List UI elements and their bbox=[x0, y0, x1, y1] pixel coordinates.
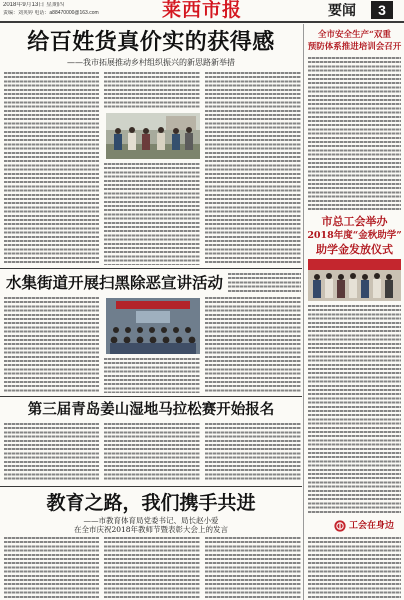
main-article-body-col-3 bbox=[205, 72, 301, 265]
education-subheadline-line-1: ——市教育体育局党委书记、局长赵小爱 bbox=[83, 516, 219, 525]
union-article-body bbox=[308, 305, 401, 515]
shuiji-body-intro bbox=[228, 273, 301, 293]
safety-article-title-line-2: 预防体系推进培训会召开 bbox=[307, 42, 402, 52]
education-body-col-1 bbox=[4, 537, 99, 598]
shuiji-lecture-photo bbox=[106, 298, 200, 354]
main-article-photo bbox=[106, 113, 200, 159]
marathon-body-col-3 bbox=[205, 423, 301, 482]
main-subheadline: ——我市拓展推动乡村组织振兴的新思路新举措 bbox=[67, 58, 235, 67]
page-number-badge: 3 bbox=[371, 1, 393, 19]
union-logo-text: 工会在身边 bbox=[349, 521, 395, 531]
section-rule-1 bbox=[0, 268, 302, 269]
marathon-body-col-2 bbox=[104, 423, 200, 482]
main-article-body-col-2-bottom bbox=[104, 163, 200, 265]
issue-date: 2018年9月13日 星期四 bbox=[3, 2, 65, 8]
main-headline: 给百姓货真价实的获得感 bbox=[27, 29, 275, 55]
union-emblem-icon bbox=[334, 520, 346, 532]
education-body-col-3 bbox=[205, 537, 301, 598]
marathon-body-col-1 bbox=[4, 423, 99, 482]
union-promo-title-line-1: 市总工会举办 bbox=[321, 215, 388, 228]
safety-article-body bbox=[308, 57, 401, 212]
main-article-body-col-1 bbox=[4, 72, 99, 265]
editor-contact-line: 责编：刘英婷 电话：a88470000@163.com bbox=[3, 10, 99, 16]
education-subheadline-line-2: 在全市庆祝2018年教师节暨表彰大会上的发言 bbox=[73, 525, 229, 534]
shuiji-body-col-3 bbox=[205, 297, 301, 393]
main-article-body-col-2-top bbox=[104, 72, 200, 110]
sidebar-divider bbox=[303, 24, 304, 600]
scholarship-ceremony-photo bbox=[308, 259, 401, 301]
union-promo-title-line-3: 助学金发放仪式 bbox=[316, 243, 393, 256]
section-rule-3 bbox=[0, 486, 302, 487]
shuiji-headline: 水集街道开展扫黑除恶宣讲活动 bbox=[6, 274, 224, 292]
header-rule bbox=[0, 21, 404, 23]
section-rule-2 bbox=[0, 396, 302, 397]
masthead-logo: 莱西市报 bbox=[161, 0, 242, 21]
section-name: 要闻 bbox=[328, 3, 356, 19]
safety-article-title-line-1: 全市安全生产“双重 bbox=[318, 30, 391, 40]
education-headline: 教育之路，我们携手共进 bbox=[46, 492, 256, 514]
marathon-headline: 第三届青岛姜山湿地马拉松赛开始报名 bbox=[27, 401, 275, 418]
shuiji-body-col-2 bbox=[104, 358, 200, 393]
education-body-col-2 bbox=[104, 537, 200, 598]
shuiji-body-col-1 bbox=[4, 297, 99, 393]
union-promo-title-line-2: 2018年度“金秋助学” bbox=[307, 230, 402, 241]
sidebar-bottom-body bbox=[308, 537, 401, 598]
